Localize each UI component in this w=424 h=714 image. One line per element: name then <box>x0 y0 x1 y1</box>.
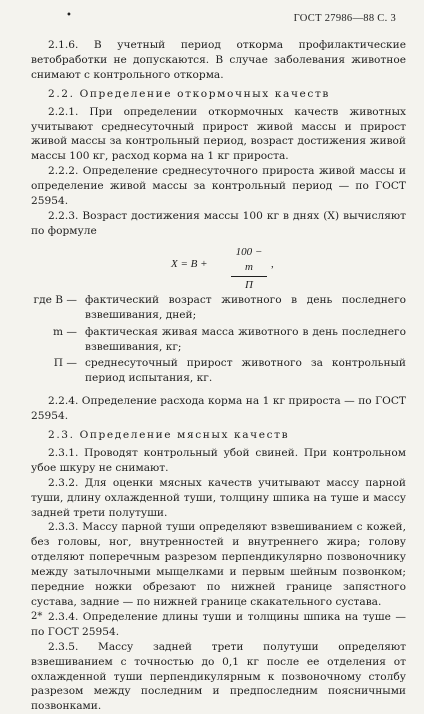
legend-where: где <box>33 293 52 306</box>
legend-b <box>31 293 406 323</box>
formula-numerator: 100 − m <box>231 245 267 277</box>
legend-b-text: фактический возраст животного в день последнего взвешивания, дней; <box>85 293 406 321</box>
formula-tail: , <box>271 257 274 270</box>
legend-m-text: фактическая живая масса животного в день последнего взвешивания, кг; <box>85 325 406 353</box>
page-footer-mark: 2* <box>31 611 43 622</box>
paragraph-2-3-3: 2.3.3. Массу парной туши определяют взвешиванием с кожей, без головы, ног, внутренностей и внутреннего жира; голову отделяют поперечным разрезом перпендикулярно позвоночнику между затылочными мыщелками и первым шейным позвонком; передние ножки обрезают по нижней границе запястного сустава, задние — по нижней границе скакательного сустава. <box>31 521 406 608</box>
paragraph-2-2-2: 2.2.2. Определение среднесуточного прироста живой массы и определение живой массы за контрольный период — по ГОСТ 25954. <box>31 165 406 208</box>
formula-denominator: П <box>245 278 253 291</box>
paragraph-2-2-1: 2.2.1. При определении откормочных качеств животных учитывают среднесуточный прирост живой массы и прирост живой массы за контрольный период, возраст достижения живой массы 100 кг, расход корма на 1 кг прироста. <box>31 105 406 163</box>
paragraph-2-2-3: 2.2.3. Возраст достижения массы 100 кг в днях (X) вычисляют по формуле <box>31 209 406 237</box>
legend-m-symbol: m — <box>52 325 77 338</box>
paragraph-2-2-4: 2.2.4. Определение расхода корма на 1 кг прироста — по ГОСТ 25954. <box>31 395 406 423</box>
section-heading-2-3: 2.3. Определение мясных качеств <box>48 429 290 442</box>
legend-m <box>31 325 406 355</box>
legend-b-symbol: B — <box>55 293 77 306</box>
page-header: ГОСТ 27986—88 С. 3 <box>293 13 396 24</box>
legend-p-symbol: П — <box>53 357 77 370</box>
formula-left: X = B + <box>171 257 208 270</box>
paragraph-2-3-2: 2.3.2. Для оценки мясных качеств учитывают массу парной туши, длину охлажденной туши, толщину шпика на туше и массу задней трети полутуши. <box>31 476 406 519</box>
formula-fraction <box>231 245 267 293</box>
section-heading-2-2: 2.2. Определение откормочных качеств <box>48 87 330 100</box>
legend-p <box>31 356 406 386</box>
page-mark: • <box>66 10 72 21</box>
paragraph-2-3-4: 2.3.4. Определение длины туши и толщины шпика на туше — по ГОСТ 25954. <box>31 610 406 638</box>
paragraph-2-3-5: 2.3.5. Массу задней трети полутуши определяют взвешиванием с точностью до 0,1 кг после ее отделения от охлажденной туши перпендикулярным к позвоночному столбу разрезом между последним и предпоследним поясничными позвонками. <box>31 640 406 713</box>
paragraph-2-3-1: 2.3.1. Проводят контрольный убой свиней. При контрольном убое шкуру не снимают. <box>31 446 406 474</box>
legend-p-text: среднесуточный прирост животного за контрольный период испытания, кг. <box>85 357 406 385</box>
body-text <box>31 38 406 714</box>
paragraph-2-1-6: 2.1.6. В учетный период откорма профилактические ветобработки не допускаются. В случае заболевания животное снимают с контрольного откорма. <box>31 39 406 81</box>
formula <box>31 243 406 291</box>
